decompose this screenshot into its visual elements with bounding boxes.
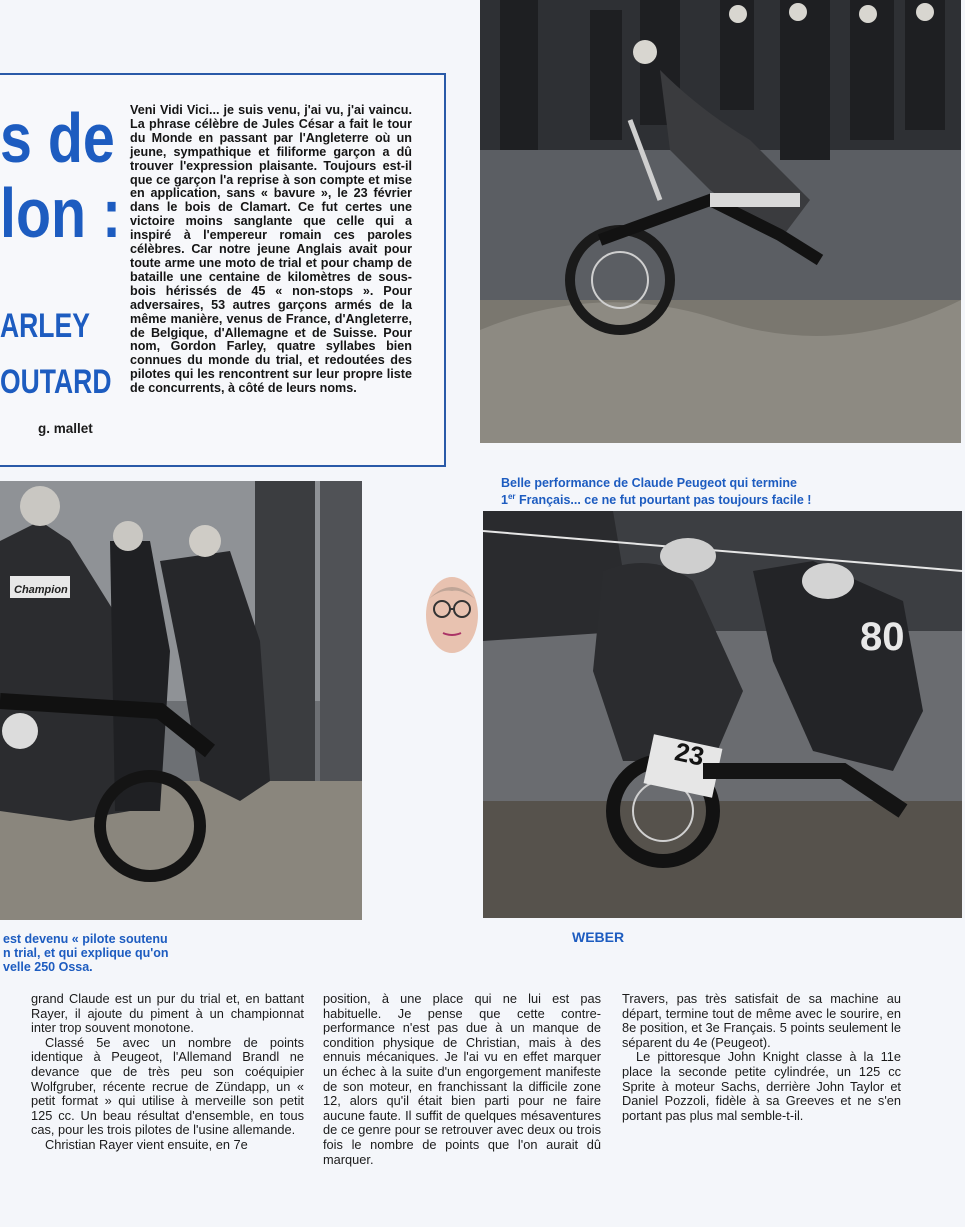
caption-peugeot-line-1: Belle performance de Claude Peugeot qui termine [501,476,797,490]
rider-bib-label: Champion [14,584,68,596]
caption-peugeot-line-2: Français... ce ne fut pourtant pas toujours facile ! [515,493,812,508]
intro-paragraph: Veni Vidi Vici... je suis venu, j'ai vu, j'ai vaincu. La phrase célèbre de Jules César a fait le tour du Monde en passant par l'Angleterre où un jeune, sympathique et filiforme garçon a dû trouver l'expression plaisante. Toujours est-il que ce garçon l'a reprise à son compte et mise en application, sans « bavure », le 23 février dans le bois de Clamart. Ce fut certes une victoire moins sanglante que celle qui a inspiré à l'empereur romain ces paroles célèbres. Car notre jeune Anglais avait pour toute arme une moto de trial et pour champ de bataille une centaine de kilomètres de sous-bois hérissés de 45 « non-stops ». Pour adversaires, 53 autres garçons armés de la même manière, venus de France, d'Angleterre, de Belgique, d'Allemagne et de Suisse. Pour nom, Gordon Farley, quatre syllabes bien connues du monde du trial, et redoutées des pilotes qui les rencontrent sur leur propre liste de concurrents, à côté de leurs noms. [130,103,412,396]
front-plate-number: 23 [672,736,707,772]
sidecar-number: 80 [860,615,905,659]
portrait-face-image [421,571,483,657]
caption-peugeot-rank-sup: er [507,492,516,501]
caption-peugeot-rank: 1 [501,493,508,508]
body-column-1 [31,992,304,1153]
body-column-2 [323,992,601,1167]
caption-rayer-line-3: velle 250 Ossa. [3,960,93,974]
col1-paragraph-1: grand Claude est un pur du trial et, en battant Rayer, il ajoute du piment à un championnat inter trop souvent monotone. [31,991,304,1036]
body-column-3 [622,992,901,1123]
author-byline: g. mallet [38,421,93,436]
headline-line-1: s de [0,99,115,177]
photo-peugeot-mud [480,0,961,443]
col1-paragraph-3: Christian Rayer vient ensuite, en 7e [45,1136,248,1152]
headline-line-2: lon : [0,174,122,252]
col2-paragraph-1: position, à une place qui ne lui est pas habituelle. Je pense que cette contre-performance n'est pas due à un manque de condition physique de Christian, mais à des ennuis mécaniques. Je l'ai vu en effet marquer un échec à la suite d'un engorgement manifeste de son moteur, en franchissant la difficile zone 12, alors qu'il était bien parti pour ne faire aucune faute. Il suffit de quelques mésaventures de ce genre pour se retrouver avec deux ou trois fois le nombre de points que l'on aurait dû marquer. [323,991,601,1167]
caption-weber-credit: WEBER [572,929,625,945]
headline-name-1: ARLEY [0,307,90,345]
caption-rayer-line-2: n trial, et qui explique qu'on [3,946,169,960]
col3-paragraph-1: Travers, pas très satisfait de sa machine au départ, termine tout de même avec le sourire, en 8e position, et 3e Français. 5 points seulement le séparent du 4e (Peugeot). [622,991,901,1050]
col3-paragraph-2: Le pittoresque John Knight classe à la 11e place la seconde petite cylindrée, un 125 cc Sprite à moteur Sachs, derrière John Taylor et Daniel Pozzoli, fidèle à sa Greeves et ne s'en portant pas plus mal semble-t-il. [622,1049,901,1123]
photo-rayer-ossa [0,481,362,920]
col1-paragraph-2: Classé 5e avec un nombre de points identique à Peugeot, l'Allemand Brandl ne devance que de très peu son coéquipier Wolfgruber, récente recrue de Zündapp, un « petit format » qui utilise à merveille son petit 125 cc. Un beau résultat d'ensemble, en tous cas, pour les trois pilotes de l'usine allemande. [31,1034,304,1138]
caption-rayer [3,932,223,974]
headline-name-2: OUTARD [0,363,112,401]
caption-rayer-line-1: est devenu « pilote soutenu [3,932,168,946]
photo-sidecar [483,511,962,918]
caption-peugeot [501,476,861,507]
